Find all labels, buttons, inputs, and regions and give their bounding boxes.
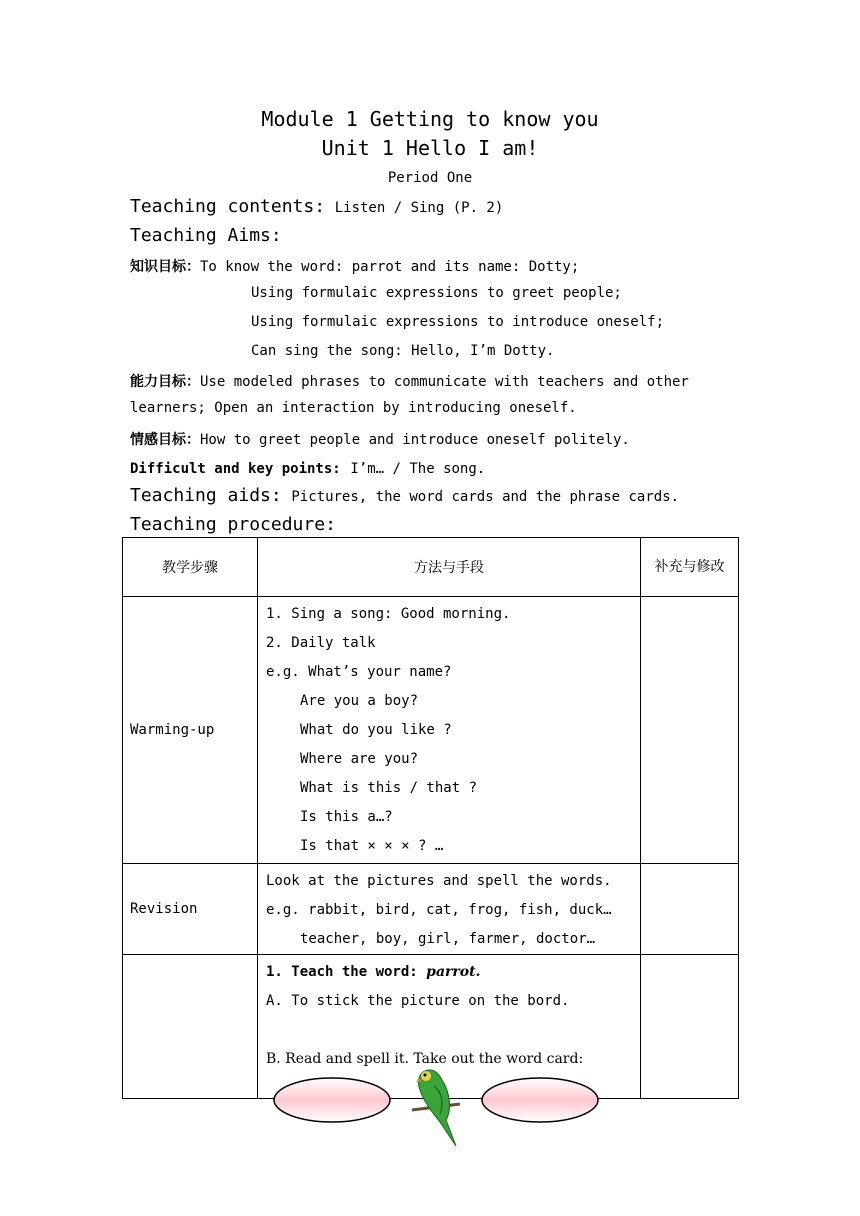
word-card-illustration (270, 1062, 610, 1154)
difficult-points-row (130, 458, 485, 477)
warmup-line: Is this a…? (300, 809, 393, 825)
module-title: Module 1 Getting to know you (261, 107, 599, 131)
knowledge-aim-line: To know the word: parrot and its name: Dotty; (200, 259, 580, 275)
teaching-contents-value: Listen / Sing (P. 2) (334, 200, 504, 216)
emotion-aim-row (130, 429, 630, 449)
teach-heading-prefix: 1. Teach the word: (266, 964, 427, 980)
table-row (123, 597, 739, 864)
teach-line: A. To stick the picture on the bord. (266, 993, 570, 1009)
teaching-aids-label: Teaching aids: (130, 485, 282, 506)
ability-aim-line: Use modeled phrases to communicate with teachers and other (200, 374, 689, 390)
revision-line: teacher, boy, girl, farmer, doctor… (300, 931, 596, 947)
warmup-line: Where are you? (300, 751, 419, 767)
teach-line: B. Read and spell it. Take out the word card: (266, 1051, 584, 1067)
teach-heading-word: parrot. (426, 964, 481, 980)
parrot-icon (412, 1070, 460, 1146)
word-card-left (274, 1078, 390, 1122)
step-revision: Revision (123, 864, 258, 955)
knowledge-aim-row (130, 256, 579, 276)
warmup-line: e.g. What’s your name? (266, 664, 452, 680)
knowledge-aim-line: Can sing the song: Hello, I’m Dotty. (251, 343, 555, 359)
warmup-line: What is this / that ? (300, 780, 478, 796)
revision-method-cell (258, 864, 641, 955)
emotion-aim-text: How to greet people and introduce oneself politely. (200, 432, 630, 448)
header-method: 方法与手段 (258, 538, 641, 597)
unit-title: Unit 1 Hello I am! (321, 136, 539, 160)
teaching-aids-value: Pictures, the word cards and the phrase cards. (291, 489, 680, 505)
ability-aim-line: learners; Open an interaction by introducing oneself. (130, 400, 577, 416)
table-header-row (123, 538, 739, 597)
warmup-method-cell (258, 597, 641, 864)
header-notes: 补充与修改 (641, 538, 739, 597)
ability-aim-row (130, 371, 689, 391)
difficult-points-value: I’m… / The song. (350, 461, 486, 477)
table-row (123, 864, 739, 955)
knowledge-aim-line: Using formulaic expressions to greet people; (251, 285, 622, 301)
header-step: 教学步骤 (123, 538, 258, 597)
period-label: Period One (387, 170, 473, 186)
warmup-line: Is that × × × ? … (300, 838, 444, 854)
teaching-contents-row (130, 196, 503, 217)
ability-aim-label: 能力目标： (130, 374, 200, 390)
teaching-aims-label: Teaching Aims: (130, 225, 282, 246)
word-card-right (482, 1078, 598, 1122)
teach-notes-cell (641, 955, 739, 1099)
warmup-notes-cell (641, 597, 739, 864)
revision-notes-cell (641, 864, 739, 955)
warmup-line: 2. Daily talk (266, 635, 376, 651)
knowledge-aim-label: 知识目标： (130, 259, 200, 275)
revision-line: e.g. rabbit, bird, cat, frog, fish, duck… (266, 902, 612, 918)
step-empty (123, 955, 258, 1099)
teach-spacer (266, 1016, 640, 1045)
revision-line: Look at the pictures and spell the words. (266, 873, 612, 889)
warmup-line: What do you like ? (300, 722, 452, 738)
knowledge-aim-line: Using formulaic expressions to introduce oneself; (251, 314, 665, 330)
warmup-line: Are you a boy? (300, 693, 419, 709)
teaching-aids-row (130, 485, 679, 506)
difficult-points-label: Difficult and key points: (130, 461, 341, 477)
step-warmup: Warming-up (123, 597, 258, 864)
procedure-table (122, 537, 739, 1099)
teaching-contents-label: Teaching contents: (130, 196, 326, 217)
warmup-line: 1. Sing a song: Good morning. (266, 606, 511, 622)
emotion-aim-label: 情感目标： (130, 432, 200, 448)
teaching-procedure-label: Teaching procedure: (130, 514, 336, 535)
teach-heading (266, 958, 640, 987)
